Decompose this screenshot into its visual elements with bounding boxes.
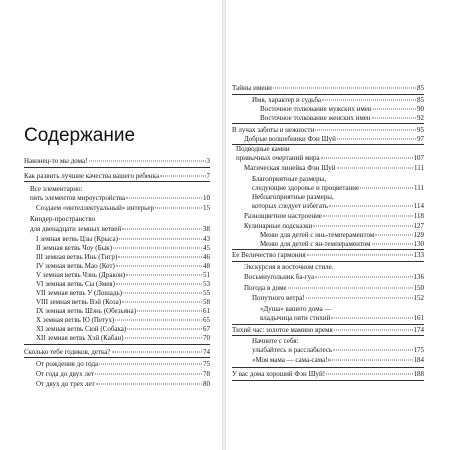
toc-page-number: 43 [203,235,210,243]
toc-page-number: 95 [417,126,424,134]
toc-page-number: 85 [417,96,424,104]
toc-entry[interactable] [252,96,424,104]
toc-page-number: 152 [413,294,424,302]
right-page [226,0,450,450]
toc-entry-label: От года до двух лет [36,370,95,378]
toc-entry-label: улыбайтесь и расслабьтесь [252,346,333,354]
toc-entry[interactable] [244,284,424,292]
divider [232,123,424,124]
divider [232,249,424,250]
toc-entry[interactable] [36,271,210,279]
toc-entry[interactable] [36,360,210,368]
toc-leader-dots [332,360,412,361]
toc-entry[interactable] [24,157,210,165]
toc-page-number: 85 [417,84,424,92]
toc-entry[interactable] [36,316,210,324]
toc-leader-dots [115,320,202,321]
toc-entry-label: Восточное толкование мужских имен [260,105,372,113]
toc-entry[interactable] [36,235,210,243]
toc-leader-dots [126,198,202,199]
toc-leader-dots [307,255,413,256]
toc-entry[interactable] [36,244,210,252]
toc-page-number: 111 [414,184,424,192]
divider [232,335,424,336]
toc-leader-dots [123,293,202,294]
toc-leader-dots [333,350,412,351]
toc-entry[interactable] [36,298,210,306]
toc-entry[interactable] [252,356,424,364]
toc-page-number: 92 [417,114,424,122]
toc-entry-label: III земная ветвь Инь (Тигр) [36,253,118,261]
toc-entry-label: IV земная ветвь Мао (Кот) [36,262,115,270]
toc-leader-dots [329,206,413,207]
toc-entry[interactable] [36,325,210,333]
toc-section-heading: Подводные камни [236,145,290,153]
toc-page-number: 188 [413,370,424,378]
toc-entry-label: Попутного ветра! [252,294,305,302]
toc-section-heading: Неблагоприятные размеры, [252,193,334,201]
toc-page-number: 65 [203,316,210,324]
divider [24,344,210,345]
toc-entry-label: которых следует избегать [252,202,329,210]
toc-leader-dots [96,384,202,385]
toc-entry-label: Магическая линейка Фэн Шуй [244,164,336,172]
toc-leader-dots [313,226,412,227]
toc-page-number: 38 [203,225,210,233]
toc-page-number: 161 [413,314,424,322]
divider [24,357,210,358]
divider [232,94,424,95]
toc-entry-label: для двенадцати земных ветвей [30,225,122,233]
toc-entry-label: Сколько тебе годиков, детка? [24,348,111,356]
toc-page-number: 15 [203,204,210,212]
toc-entry-label: VI земная ветвь Сы (Змея) [36,280,115,288]
toc-entry-label: IX земная ветвь Шэнь (Обезьяна) [36,307,137,315]
toc-entry-label: Восточное толкование женских имен [260,114,371,122]
toc-entry[interactable] [24,172,210,180]
toc-leader-dots [89,161,206,162]
toc-leader-dots [116,284,202,285]
toc-section-heading: Экскурсия в восточном стиле. [244,263,334,271]
toc-entry[interactable] [260,105,424,113]
toc-leader-dots [306,298,413,299]
toc-leader-dots [315,130,416,131]
toc-entry[interactable] [236,154,424,162]
toc-leader-dots [116,266,202,267]
toc-entry-label: Как развить лучшие качества вашего ребенка [24,172,160,180]
toc-entry[interactable] [232,370,424,378]
toc-leader-dots [337,139,416,140]
toc-page-number: 53 [203,280,210,288]
toc-entry-label: Наконец-то мы дома! [24,157,88,165]
divider [232,380,424,381]
toc-page-number: 130 [413,240,424,248]
toc-leader-dots [321,158,413,159]
toc-leader-dots [127,329,202,330]
toc-page-number: 127 [413,222,424,230]
divider [232,261,424,262]
toc-page-number: 70 [203,334,210,342]
toc-leader-dots [315,277,412,278]
toc-page-number: 114 [413,202,424,210]
toc-entry-label: Погода в доме [244,284,287,292]
toc-entry-label: VII земная ветвь У (Лошадь) [36,289,122,297]
toc-entry[interactable] [260,240,424,248]
toc-leader-dots [331,318,412,319]
toc-entry-label: У вас дома хороший Фэн Шуй! [232,370,326,378]
toc-entry[interactable] [244,212,424,220]
toc-entry[interactable] [36,280,210,288]
toc-entry-label: II земная ветвь Чоу (Бык) [36,244,113,252]
toc-entry-label: X земная ветвь Ю (Петух) [36,316,115,324]
toc-leader-dots [137,311,202,312]
toc-entry[interactable] [36,253,210,261]
toc-entry-label: От рождения до года [36,360,99,368]
toc-page-number: 48 [203,262,210,270]
toc-entry-label: В лучах заботы и нежности [232,126,315,134]
toc-leader-dots [326,374,412,375]
toc-entry-label: Кулинарные подсказки [244,222,313,230]
toc-entry-label: I земная ветвь Цзы (Крыса) [36,235,118,243]
toc-entry[interactable] [244,135,424,143]
toc-page-number: 75 [203,360,210,368]
toc-page-number: 78 [203,370,210,378]
toc-section-heading: Киндер-пространство [30,215,96,223]
toc-page-number: 133 [413,251,424,259]
toc-entry[interactable] [252,346,424,354]
toc-page-number: 67 [203,325,210,333]
toc-page-number: 175 [413,346,424,354]
toc-entry-label: Тайны имени [232,84,272,92]
toc-page-number: 46 [203,253,210,261]
toc-leader-dots [112,352,203,353]
toc-page-number: 129 [413,231,424,239]
divider [24,167,210,168]
toc-entry-label: следующие здоровье и процветание [252,184,360,192]
toc-leader-dots [119,239,202,240]
toc-leader-dots [122,302,202,303]
toc-leader-dots [99,364,202,365]
toc-page-number: 174 [413,326,424,334]
toc-entry[interactable] [36,370,210,378]
toc-entry-label: Меню для детей с ян-темпераментом [260,240,371,248]
toc-leader-dots [155,208,202,209]
toc-entry[interactable] [24,348,210,356]
toc-entry[interactable] [232,326,424,334]
toc-page-number: 107 [413,154,424,162]
toc-entry-label: Ее Величество гармония [232,251,306,259]
divider [232,367,424,368]
toc-entry[interactable] [260,114,424,122]
toc-page-number: 61 [203,307,210,315]
divider [24,181,210,182]
toc-entry-label: Имя, характер и судьба [252,96,322,104]
toc-page-number: 7 [206,172,210,180]
toc-page-number: 51 [203,271,210,279]
toc-leader-dots [113,248,202,249]
toc-entry[interactable] [36,334,210,342]
toc-entry-label: XII земная ветвь Хэй (Кабан) [36,334,124,342]
toc-page-number: 111 [414,164,424,172]
toc-entry[interactable] [232,84,424,92]
toc-leader-dots [323,216,413,217]
toc-leader-dots [125,338,202,339]
toc-entry[interactable] [252,184,424,192]
toc-page-number: 58 [203,298,210,306]
toc-leader-dots [273,88,416,89]
toc-entry[interactable] [260,231,424,239]
toc-page-number: 3 [206,157,210,165]
toc-leader-dots [334,330,413,331]
toc-entry[interactable] [36,307,210,315]
toc-entry-label: владычица пяти стихий [260,314,331,322]
toc-page-number: 150 [413,284,424,292]
toc-entry-label: Разнощветное настроение [244,212,322,220]
toc-leader-dots [372,118,416,119]
toc-entry-label: VIII земная ветвь Вэй (Коза) [36,298,122,306]
toc-entry[interactable] [232,251,424,259]
toc-page-number: 45 [203,244,210,252]
toc-leader-dots [122,229,202,230]
toc-entry-label: Добрые волшебники Фэн Шуй [244,135,336,143]
toc-page-number: 184 [413,356,424,364]
divider [232,144,424,145]
toc-section-heading: «Душа» вашего дома — [260,305,332,313]
toc-leader-dots [372,244,413,245]
toc-entry-label: пять элементов мироустройства [30,194,126,202]
toc-entry[interactable] [232,126,424,134]
toc-page-number: 97 [417,135,424,143]
toc-leader-dots [375,235,412,236]
toc-entry[interactable] [30,225,210,233]
toc-entry-label: привычных очертаний мира [236,154,320,162]
toc-page-number: 136 [413,273,424,281]
toc-leader-dots [118,257,202,258]
toc-entry[interactable] [36,262,210,270]
toc-page-number: 118 [413,212,424,220]
divider [232,324,424,325]
toc-entry[interactable] [36,289,210,297]
toc-entry-label: XI земная ветвь Сюй (Собака) [36,325,127,333]
toc-leader-dots [126,275,202,276]
toc-page-number: 10 [203,194,210,202]
toc-page-number: 80 [203,380,210,388]
toc-entry[interactable] [260,314,424,322]
toc-entry[interactable] [36,204,210,212]
toc-leader-dots [322,100,416,101]
toc-entry-label: «Моя мама — сама-сама!» [252,356,332,364]
toc-section-heading: Начните с себя: [252,337,299,345]
toc-entry-label: Восьмиугольник ба-гуа [244,273,315,281]
toc-section-heading: Благоприятные размеры, [252,175,327,183]
toc-page-number: 90 [417,105,424,113]
toc-leader-dots [360,188,413,189]
toc-entry-label: V земная ветвь Чэнь (Дракон) [36,271,126,279]
toc-entry-label: Меню для детей с инь-темпераментом [260,231,375,239]
toc-entry[interactable] [252,294,424,302]
toc-leader-dots [337,168,413,169]
toc-list-right [226,0,450,450]
toc-entry[interactable] [30,194,210,202]
toc-entry[interactable] [244,273,424,281]
toc-leader-dots [373,109,416,110]
toc-entry-label: Тихий час: золотое мамино время [232,326,333,334]
toc-leader-dots [160,176,205,177]
toc-leader-dots [95,374,202,375]
toc-entry[interactable] [252,202,424,210]
toc-entry[interactable] [244,164,424,172]
toc-leader-dots [288,288,413,289]
toc-section-heading: Все элементарно: [30,185,83,193]
toc-page-number: 74 [203,348,210,356]
toc-entry-label: Создаем «интеллектуальный» интерьер [36,204,154,212]
toc-page-number: 55 [203,289,210,297]
left-page [0,0,222,450]
page-title: Содержание [24,125,136,146]
toc-list-left [0,0,222,450]
toc-entry[interactable] [244,222,424,230]
toc-entry-label: От двух до трех лет [36,380,95,388]
toc-entry[interactable] [36,380,210,388]
